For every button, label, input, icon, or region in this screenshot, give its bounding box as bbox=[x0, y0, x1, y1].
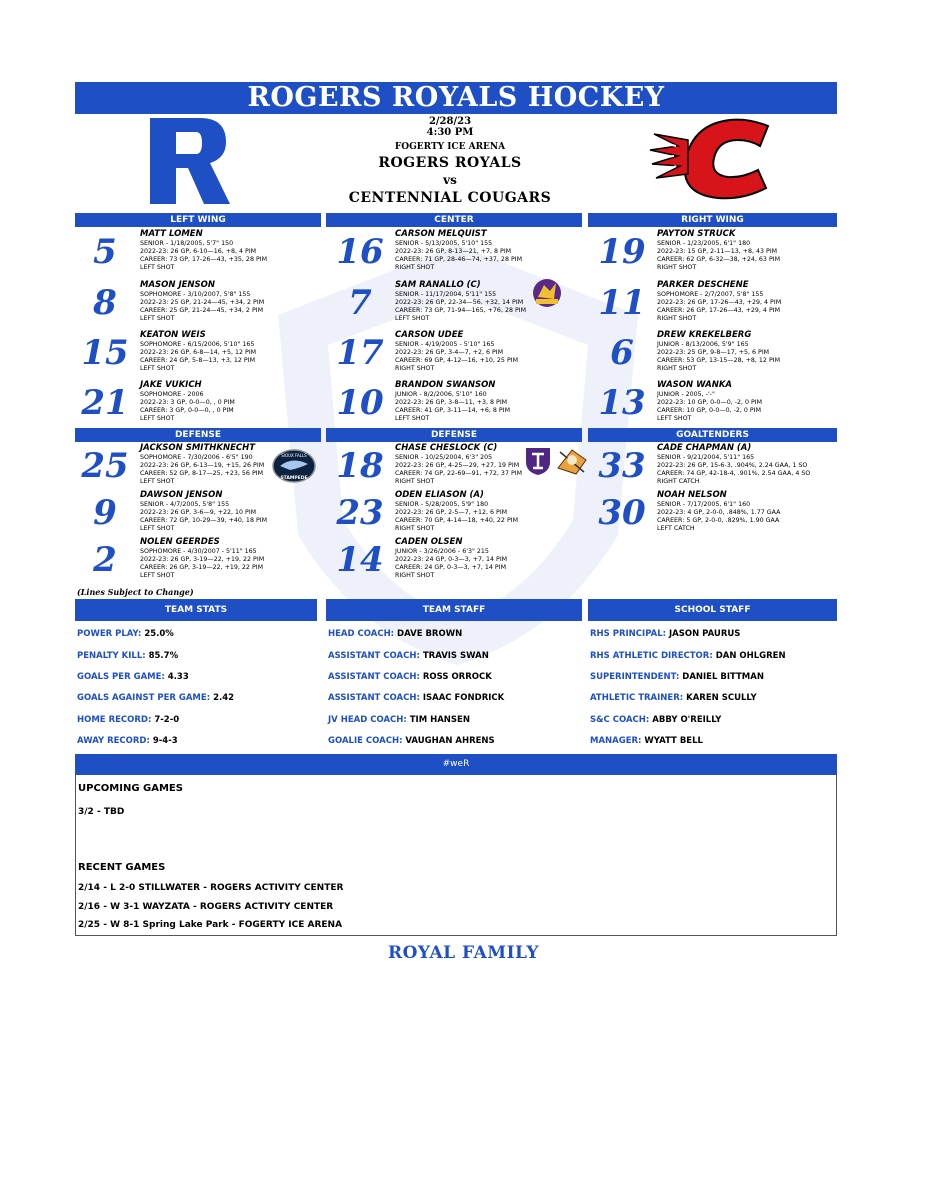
page-title: ROGERS ROYALS HOCKEY bbox=[75, 82, 837, 114]
player-name: MASON JENSON bbox=[140, 280, 216, 290]
player-name: CARSON UDEE bbox=[395, 330, 464, 340]
game-venue: FOGERTY ICE ARENA bbox=[394, 142, 506, 152]
stat-row bbox=[77, 736, 178, 746]
staff-name: KAREN SCULLY bbox=[683, 693, 757, 703]
player-name: NOLEN GEERDES bbox=[140, 537, 220, 547]
staff-row bbox=[590, 672, 764, 682]
player-bio: JUNIOR - 2005, -'-" bbox=[657, 391, 715, 398]
shot-hand: LEFT SHOT bbox=[140, 315, 175, 322]
player-card bbox=[75, 380, 315, 430]
season-stats: 2022-23: 10 GP, 0-0—0, -2, 0 PIM bbox=[657, 399, 763, 406]
player-name: WASON WANKA bbox=[657, 380, 733, 390]
player-bio: SENIOR - 5/13/2005, 5'10" 155 bbox=[395, 240, 493, 247]
team-staff-header: TEAM STAFF bbox=[326, 599, 582, 621]
staff-role: MANAGER: bbox=[590, 736, 642, 746]
hashtag-bar: #weR bbox=[75, 754, 837, 775]
staff-role: HEAD COACH: bbox=[328, 629, 395, 639]
stat-row bbox=[77, 651, 178, 661]
left-wing-header: LEFT WING bbox=[75, 213, 321, 227]
career-stats: CAREER: 26 GP, 3-19—22, +19, 22 PIM bbox=[140, 564, 264, 571]
player-name: SAM RANALLO (C) bbox=[395, 280, 481, 290]
away-team: CENTENNIAL COUGARS bbox=[348, 190, 552, 206]
right-wing-header: RIGHT WING bbox=[588, 213, 837, 227]
season-stats: 2022-23: 15 GP, 2-11—13, +8, 43 PIM bbox=[657, 248, 778, 255]
season-stats: 2022-23: 26 GP, 6-10—16, +8, 4 PIM bbox=[140, 248, 257, 255]
university-shield-icon bbox=[524, 446, 552, 476]
stat-label: POWER PLAY: bbox=[77, 629, 142, 639]
player-name: JAKE VUKICH bbox=[140, 380, 202, 390]
player-card bbox=[75, 280, 315, 330]
player-bio: SENIOR - 7/17/2005, 6'1" 160 bbox=[657, 501, 751, 508]
player-name: BRANDON SWANSON bbox=[395, 380, 496, 390]
career-stats: CAREER: 72 GP, 10-29—39, +40, 18 PIM bbox=[140, 517, 268, 524]
player-card bbox=[330, 229, 570, 279]
season-stats: 2022-23: 4 GP, 2-0-0, .848%, 1.77 GAA bbox=[657, 509, 781, 516]
jersey-number: 2 bbox=[93, 540, 117, 580]
staff-row bbox=[590, 715, 721, 725]
player-bio: SENIOR - 1/18/2005, 5'7" 150 bbox=[140, 240, 234, 247]
player-bio: SENIOR - 4/19/2005 - 5'10" 165 bbox=[395, 341, 495, 348]
player-card bbox=[330, 330, 570, 380]
career-stats: CAREER: 24 GP, 5-8—13, +3, 12 PIM bbox=[140, 357, 256, 364]
goaltenders-header: GOALTENDERS bbox=[588, 428, 837, 442]
upcoming-game: 3/2 - TBD bbox=[78, 807, 125, 817]
recent-game: 2/16 - W 3-1 WAYZATA - ROGERS ACTIVITY CENTER bbox=[78, 902, 334, 912]
staff-name: JASON PAURUS bbox=[666, 629, 741, 639]
career-stats: CAREER: 73 GP, 17-26—43, +35, 28 PIM bbox=[140, 256, 268, 263]
career-stats: CAREER: 73 GP, 71-94—165, +76, 28 PIM bbox=[395, 307, 527, 314]
jersey-number: 5 bbox=[93, 232, 117, 272]
catch-hand: LEFT CATCH bbox=[657, 525, 695, 532]
staff-name: ISAAC FONDRICK bbox=[419, 693, 505, 703]
jersey-number: 25 bbox=[81, 446, 129, 486]
season-stats: 2022-23: 26 GP, 6-13—19, +15, 26 PIM bbox=[140, 462, 265, 469]
recent-game: 2/14 - L 2-0 STILLWATER - ROGERS ACTIVITY CENTER bbox=[78, 883, 344, 893]
season-stats: 2022-23: 26 GP, 3-6—9, +22, 10 PIM bbox=[140, 509, 257, 516]
career-stats: CAREER: 10 GP, 0-0—0, -2, 0 PIM bbox=[657, 407, 762, 414]
season-stats: 2022-23: 26 GP, 22-34—56, +32, 14 PIM bbox=[395, 299, 524, 306]
jersey-number: 14 bbox=[336, 540, 384, 580]
game-date: 2/28/23 bbox=[428, 116, 472, 127]
player-name: KEATON WEIS bbox=[140, 330, 206, 340]
jersey-number: 7 bbox=[348, 283, 372, 323]
knights-badge-icon bbox=[530, 277, 564, 309]
defense-header-left: DEFENSE bbox=[75, 428, 321, 442]
career-stats: CAREER: 3 GP, 0-0—0, , 0 PIM bbox=[140, 407, 234, 414]
jersey-number: 17 bbox=[336, 333, 384, 373]
center-header: CENTER bbox=[326, 213, 582, 227]
player-card bbox=[330, 490, 570, 540]
stampede-badge-icon bbox=[272, 448, 316, 484]
shot-hand: LEFT SHOT bbox=[140, 415, 175, 422]
staff-role: ASSISTANT COACH: bbox=[328, 672, 420, 682]
player-name: CHASE CHESLOCK (C) bbox=[395, 443, 498, 453]
player-bio: SOPHOMORE - 2/7/2007, 5'8" 155 bbox=[657, 291, 764, 298]
staff-name: WYATT BELL bbox=[641, 736, 703, 746]
shot-hand: RIGHT SHOT bbox=[657, 264, 697, 271]
stat-value: 25.0% bbox=[141, 629, 174, 639]
player-bio: JUNIOR - 3/26/2006 - 6'3" 215 bbox=[395, 548, 489, 555]
player-bio: JUNIOR - 8/2/2006, 5'10" 160 bbox=[395, 391, 487, 398]
shot-hand: LEFT SHOT bbox=[395, 315, 430, 322]
career-stats: CAREER: 74 GP, 42-18-4, .901%, 2.54 GAA, 4 SO bbox=[657, 470, 811, 477]
staff-name: VAUGHAN AHRENS bbox=[402, 736, 495, 746]
player-name: PAYTON STRUCK bbox=[657, 229, 736, 239]
recent-games-heading: RECENT GAMES bbox=[78, 862, 166, 873]
staff-role: SUPERINTENDENT: bbox=[590, 672, 680, 682]
player-card bbox=[75, 537, 315, 587]
season-stats: 2022-23: 26 GP, 2-5—7, +12, 6 PIM bbox=[395, 509, 508, 516]
player-card bbox=[330, 537, 570, 587]
career-stats: CAREER: 5 GP, 2-0-0, .829%, 1.90 GAA bbox=[657, 517, 780, 524]
catch-hand: RIGHT CATCH bbox=[657, 478, 700, 485]
staff-name: DAN OHLGREN bbox=[712, 651, 786, 661]
player-card bbox=[75, 490, 315, 540]
player-card bbox=[75, 229, 315, 279]
player-name: CADE CHAPMAN (A) bbox=[657, 443, 752, 453]
jersey-number: 23 bbox=[336, 493, 384, 533]
staff-row bbox=[590, 693, 757, 703]
staff-name: DAVE BROWN bbox=[394, 629, 463, 639]
shot-hand: LEFT SHOT bbox=[140, 365, 175, 372]
season-stats: 2022-23: 24 GP, 0-3—3, +7, 14 PIM bbox=[395, 556, 508, 563]
staff-role: ASSISTANT COACH: bbox=[328, 693, 420, 703]
defense-header-mid: DEFENSE bbox=[326, 428, 582, 442]
player-name: DAWSON JENSON bbox=[140, 490, 223, 500]
shot-hand: LEFT SHOT bbox=[140, 525, 175, 532]
upcoming-games-heading: UPCOMING GAMES bbox=[78, 783, 183, 794]
stat-label: PENALTY KILL: bbox=[77, 651, 146, 661]
footer-slogan: ROYAL FAMILY bbox=[387, 943, 540, 963]
season-stats: 2022-23: 25 GP, 9-8—17, +5, 6 PIM bbox=[657, 349, 770, 356]
game-info bbox=[330, 116, 570, 206]
stat-value: 7-2-0 bbox=[151, 715, 180, 725]
stat-row bbox=[77, 715, 179, 725]
player-name: JACKSON SMITHKNECHT bbox=[140, 443, 256, 453]
career-stats: CAREER: 69 GP, 4-12—16, +10, 25 PIM bbox=[395, 357, 519, 364]
player-card bbox=[592, 380, 832, 430]
jersey-number: 6 bbox=[610, 333, 634, 373]
shot-hand: LEFT SHOT bbox=[140, 264, 175, 271]
lines-note: (Lines Subject to Change) bbox=[77, 587, 194, 597]
stampede-badge-bottom: STAMPEDE bbox=[280, 476, 308, 481]
school-staff-header: SCHOOL STAFF bbox=[588, 599, 837, 621]
player-name: CARSON MELQUIST bbox=[395, 229, 487, 239]
staff-name: DANIEL BITTMAN bbox=[679, 672, 764, 682]
player-name: CADEN OLSEN bbox=[395, 537, 463, 547]
shot-hand: RIGHT SHOT bbox=[395, 572, 435, 579]
shot-hand: RIGHT SHOT bbox=[395, 525, 435, 532]
shot-hand: LEFT SHOT bbox=[140, 478, 175, 485]
player-bio: JUNIOR - 8/13/2006, 5'9" 165 bbox=[657, 341, 749, 348]
career-stats: CAREER: 25 GP, 21-24—45, +34, 2 PIM bbox=[140, 307, 264, 314]
jersey-number: 19 bbox=[598, 232, 646, 272]
lancers-badge-icon bbox=[554, 446, 590, 476]
games-box bbox=[75, 775, 837, 936]
jersey-number: 10 bbox=[336, 383, 384, 423]
season-stats: 2022-23: 26 GP, 17-26—43, +29, 4 PIM bbox=[657, 299, 782, 306]
staff-role: ATHLETIC TRAINER: bbox=[590, 693, 684, 703]
career-stats: CAREER: 26 GP, 17-26—43, +29, 4 PIM bbox=[657, 307, 781, 314]
season-stats: 2022-23: 26 GP, 4-25—29, +27, 19 PIM bbox=[395, 462, 520, 469]
shot-hand: RIGHT SHOT bbox=[657, 365, 697, 372]
career-stats: CAREER: 24 GP, 0-3—3, +7, 14 PIM bbox=[395, 564, 507, 571]
player-bio: SENIOR - 11/17/2004, 5'11" 155 bbox=[395, 291, 497, 298]
shot-hand: RIGHT SHOT bbox=[395, 264, 435, 271]
staff-role: JV HEAD COACH: bbox=[328, 715, 407, 725]
career-stats: CAREER: 62 GP, 6-32—38, +24, 63 PIM bbox=[657, 256, 781, 263]
player-bio: SOPHOMORE - 3/10/2007, 5'8" 155 bbox=[140, 291, 251, 298]
shot-hand: RIGHT SHOT bbox=[395, 478, 435, 485]
player-name: DREW KREKELBERG bbox=[657, 330, 752, 340]
shot-hand: RIGHT SHOT bbox=[657, 315, 697, 322]
jersey-number: 15 bbox=[81, 333, 129, 373]
staff-row bbox=[328, 693, 504, 703]
player-name: PARKER DESCHENE bbox=[657, 280, 749, 290]
player-card bbox=[592, 229, 832, 279]
game-time: 4:30 PM bbox=[426, 127, 474, 138]
versus-label: vs bbox=[443, 173, 457, 187]
season-stats: 2022-23: 26 GP, 6-8—14, +5, 12 PIM bbox=[140, 349, 257, 356]
player-bio: SENIOR - 10/25/2004, 6'3" 205 bbox=[395, 454, 493, 461]
career-stats: CAREER: 53 GP, 13-15—28, +8, 12 PIM bbox=[657, 357, 781, 364]
staff-row bbox=[590, 736, 703, 746]
career-stats: CAREER: 71 GP, 28-46—74, +37, 28 PIM bbox=[395, 256, 523, 263]
shot-hand: LEFT SHOT bbox=[395, 415, 430, 422]
player-name: ODEN ELIASON (A) bbox=[395, 490, 484, 500]
season-stats: 2022-23: 26 GP, 15-6-3, .904%, 2.24 GAA, 1 SO bbox=[657, 462, 808, 469]
team-stats-header: TEAM STATS bbox=[75, 599, 317, 621]
jersey-number: 9 bbox=[93, 493, 117, 533]
season-stats: 2022-23: 26 GP, 3-8—11, +3, 8 PIM bbox=[395, 399, 508, 406]
player-card bbox=[592, 280, 832, 330]
player-name: NOAH NELSON bbox=[657, 490, 727, 500]
jersey-number: 30 bbox=[598, 493, 646, 533]
stat-label: GOALS AGAINST PER GAME: bbox=[77, 693, 211, 703]
stat-value: 2.42 bbox=[210, 693, 235, 703]
career-stats: CAREER: 52 GP, 8-17—25, +23, 56 PIM bbox=[140, 470, 264, 477]
staff-name: ROSS ORROCK bbox=[419, 672, 492, 682]
staff-role: RHS ATHLETIC DIRECTOR: bbox=[590, 651, 713, 661]
jersey-number: 8 bbox=[93, 283, 117, 323]
staff-role: S&C COACH: bbox=[590, 715, 650, 725]
jersey-number: 21 bbox=[81, 383, 129, 423]
season-stats: 2022-23: 25 GP, 21-24—45, +34, 2 PIM bbox=[140, 299, 265, 306]
player-bio: SENIOR - 4/7/2005, 5'8" 155 bbox=[140, 501, 230, 508]
stampede-badge-top: SIOUX FALLS bbox=[281, 453, 307, 458]
season-stats: 2022-23: 26 GP, 8-13—21, +7, 8 PIM bbox=[395, 248, 512, 255]
recent-game: 2/25 - W 8-1 Spring Lake Park - FOGERTY ICE ARENA bbox=[78, 920, 343, 930]
career-stats: CAREER: 70 GP, 4-14—18, +40, 22 PIM bbox=[395, 517, 519, 524]
rogers-r-logo bbox=[148, 118, 232, 204]
player-card bbox=[75, 330, 315, 380]
stat-value: 4.33 bbox=[164, 672, 189, 682]
player-bio: SENIOR - 1/23/2005, 6'1" 180 bbox=[657, 240, 751, 247]
career-stats: CAREER: 41 GP, 3-11—14, +6, 8 PIM bbox=[395, 407, 511, 414]
shot-hand: RIGHT SHOT bbox=[395, 365, 435, 372]
staff-name: ABBY O'REILLY bbox=[649, 715, 722, 725]
player-name: MATT LOMEN bbox=[140, 229, 203, 239]
jersey-number: 11 bbox=[598, 283, 646, 323]
player-bio: SOPHOMORE - 7/30/2006 - 6'5" 190 bbox=[140, 454, 253, 461]
home-team: ROGERS ROYALS bbox=[378, 155, 522, 171]
shot-hand: LEFT SHOT bbox=[140, 572, 175, 579]
jersey-number: 16 bbox=[336, 232, 384, 272]
jersey-number: 33 bbox=[598, 446, 646, 486]
staff-row bbox=[328, 715, 470, 725]
staff-role: ASSISTANT COACH: bbox=[328, 651, 420, 661]
career-stats: CAREER: 74 GP, 22-69—91, +72, 37 PIM bbox=[395, 470, 523, 477]
jersey-number: 13 bbox=[598, 383, 646, 423]
staff-row bbox=[328, 672, 492, 682]
season-stats: 2022-23: 26 GP, 3-19—22, +19, 22 PIM bbox=[140, 556, 265, 563]
jersey-number: 18 bbox=[336, 446, 384, 486]
player-bio: SENIOR - 9/21/2004, 5'11" 165 bbox=[657, 454, 755, 461]
stat-label: HOME RECORD: bbox=[77, 715, 152, 725]
staff-row bbox=[328, 629, 462, 639]
staff-name: TRAVIS SWAN bbox=[419, 651, 489, 661]
player-bio: SENIOR - 5/28/2005, 5'9" 180 bbox=[395, 501, 489, 508]
stat-label: GOALS PER GAME: bbox=[77, 672, 165, 682]
player-card bbox=[592, 330, 832, 380]
staff-row bbox=[590, 629, 740, 639]
season-stats: 2022-23: 26 GP, 3-4—7, +2, 6 PIM bbox=[395, 349, 504, 356]
staff-row bbox=[328, 651, 489, 661]
player-card bbox=[592, 490, 832, 540]
stat-value: 9-4-3 bbox=[149, 736, 178, 746]
stat-row bbox=[77, 629, 174, 639]
stat-row bbox=[77, 693, 234, 703]
stat-value: 85.7% bbox=[145, 651, 179, 661]
staff-role: RHS PRINCIPAL: bbox=[590, 629, 667, 639]
staff-row bbox=[590, 651, 786, 661]
season-stats: 2022-23: 3 GP, 0-0—0, , 0 PIM bbox=[140, 399, 235, 406]
player-bio: SOPHOMORE - 2006 bbox=[140, 391, 204, 398]
player-bio: SOPHOMORE - 4/30/2007 - 5'11" 165 bbox=[140, 548, 257, 555]
shot-hand: LEFT SHOT bbox=[657, 415, 692, 422]
stat-label: AWAY RECORD: bbox=[77, 736, 150, 746]
player-card bbox=[330, 380, 570, 430]
player-bio: SOPHOMORE - 6/15/2006, 5'10" 165 bbox=[140, 341, 255, 348]
staff-row bbox=[328, 736, 495, 746]
staff-name: TIM HANSEN bbox=[406, 715, 470, 725]
stat-row bbox=[77, 672, 189, 682]
cougars-c-logo bbox=[648, 118, 790, 200]
staff-role: GOALIE COACH: bbox=[328, 736, 403, 746]
player-card bbox=[592, 443, 832, 493]
